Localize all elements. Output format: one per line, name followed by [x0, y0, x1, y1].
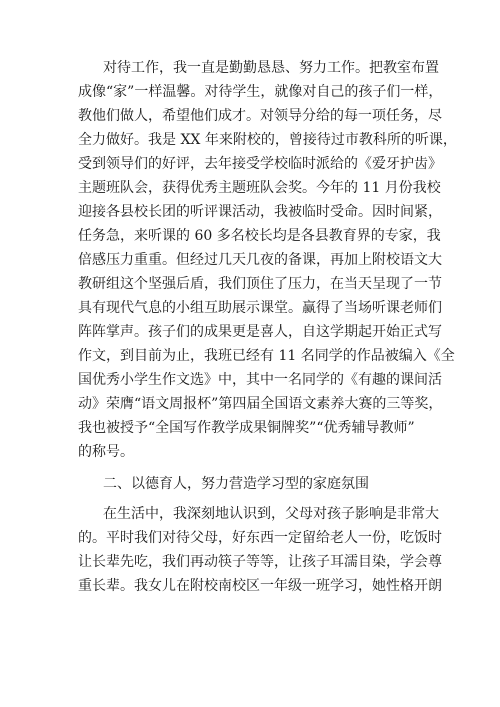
paragraph-1-line: 受到领导们的好评，去年接受学校临时派给的《爱牙护齿》 [78, 156, 442, 172]
paragraph-1-line: 我也被授予“全国写作教学成果铜牌奖”“优秀辅导教师” [78, 420, 415, 436]
paragraph-2-line: 的。平时我们对待父母，好东西一定留给老人一份，吃饭时 [78, 530, 442, 546]
paragraph-2-line: 在生活中，我深刻地认识到，父母对孩子影响是非常大 [103, 506, 439, 522]
paragraph-1-line: 全力做好。我是 XX 年来附校的，曾接待过市教科所的听课， [78, 132, 457, 148]
paragraph-1-line: 国优秀小学生作文选》中，其中一名同学的《有趣的课间活 [78, 372, 442, 388]
paragraph-1-line: 阵阵掌声。孩子们的成果更是喜人，自这学期起开始正式写 [78, 324, 442, 340]
paragraph-1-line: 倍感压力重重。但经过几天几夜的备课，再加上附校语文大 [78, 252, 442, 268]
paragraph-2-line: 让长辈先吃，我们再动筷子等等，让孩子耳濡目染，学会尊 [78, 554, 442, 570]
paragraph-1-line: 教研组这个坚强后盾，我们顶住了压力，在当天呈现了一节 [78, 276, 442, 292]
paragraph-1-line: 对待工作，我一直是勤勤恳恳、努力工作。把教室布置 [103, 60, 439, 76]
paragraph-1-line: 动》荣膺“语文周报杯”第四届全国语文素养大赛的三等奖， [78, 396, 443, 412]
paragraph-2-line: 重长辈。我女儿在附校南校区一年级一班学习，她性格开朗 [78, 578, 442, 594]
section-heading: 二、以德育人，努力营造学习型的家庭氛围 [103, 476, 369, 492]
paragraph-1-line: 作文，到目前为止，我班已经有 11 名同学的作品被编入《全 [78, 348, 455, 364]
paragraph-1-line: 教他们做人，希望他们成才。对领导分给的每一项任务，尽 [78, 108, 442, 124]
paragraph-1-line: 成像“家”一样温馨。对待学生，就像对自己的孩子们一样， [78, 84, 443, 100]
paragraph-1-line: 迎接各县校长团的听评课活动，我被临时受命。因时间紧， [78, 204, 442, 220]
paragraph-1-line: 主题班队会，获得优秀主题班队会奖。今年的 11 月份我校 [78, 180, 441, 196]
paragraph-1-line: 任务急，来听课的 60 多名校长均是各县教育界的专家，我 [78, 228, 441, 244]
document-body [78, 56, 457, 598]
paragraph-1-line: 具有现代气息的小组互助展示课堂。赢得了当场听课老师们 [78, 300, 442, 316]
paragraph-1-line: 的称号。 [78, 444, 134, 460]
